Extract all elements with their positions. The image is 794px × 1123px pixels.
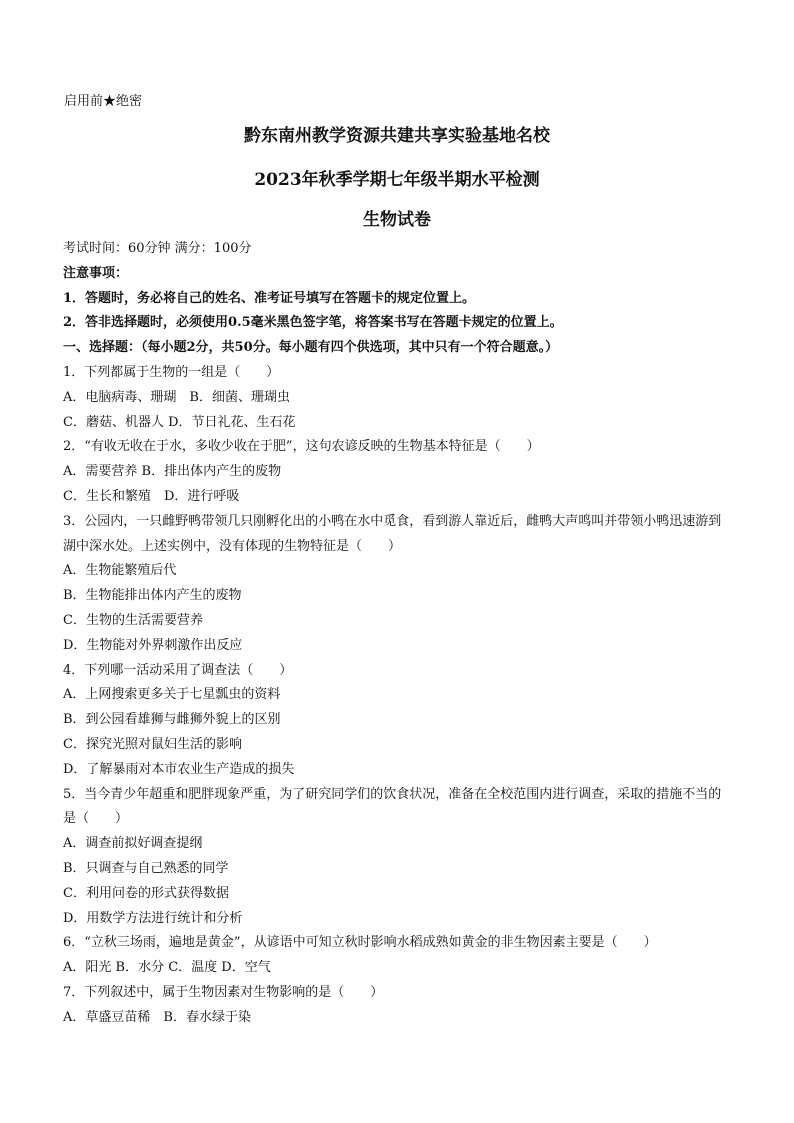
question-option: D．生物能对外界刺激作出反应 (63, 637, 243, 653)
question-option: A．电脑病毒、珊瑚 B．细菌、珊瑚虫 (63, 389, 290, 405)
question-option: C．生长和繁殖 D．进行呼吸 (63, 488, 240, 504)
question-option: C．生物的生活需要营养 (63, 612, 203, 628)
question-stem: 4．下列哪一活动采用了调查法（ ） (63, 662, 293, 678)
secret-mark: 启用前★绝密 (64, 94, 143, 109)
question-option: C．探究光照对鼠妇生活的影响 (63, 736, 242, 752)
question-option: B．生物能排出体内产生的废物 (63, 588, 242, 604)
question-option: A．调查前拟好调查提纲 (63, 836, 203, 852)
question-stem: 5．当今青少年超重和肥胖现象严重，为了研究同学们的饮食状况，准备在全校范围内进行调查，采取的措施不当的是（ ） (63, 786, 722, 827)
question-stem: 7．下列叙述中，属于生物因素对生物影响的是（ ） (63, 984, 384, 1000)
note-item: 2．答非选择题时，必须使用0.5毫米黑色签字笔，将答案书写在答题卡规定的位置上。 (63, 315, 563, 331)
exam-body (63, 237, 733, 1031)
exam-title: 2023年秋季学期七年级半期水平检测 (254, 170, 540, 190)
question-option: D．了解暴雨对本市农业生产造成的损失 (63, 761, 295, 777)
question-option: B．只调查与自己熟悉的同学 (63, 860, 229, 876)
notes-heading: 注意事项： (63, 265, 129, 281)
question-stem: 3．公园内，一只雌野鸭带领几只刚孵化出的小鸭在水中觅食，看到游人靠近后，雌鸭大声鸣叫并带领小鸭迅速游到湖中深水处。上述实例中，没有体现的生物特征是（ ） (63, 513, 722, 554)
question-option: B．到公园看雄狮与雌狮外貌上的区别 (63, 712, 281, 728)
question-option: A．生物能繁殖后代 (63, 563, 177, 579)
exam-info: 考试时间：60分钟 满分：100分 (63, 241, 252, 256)
question-option: D．用数学方法进行统计和分析 (63, 910, 243, 926)
section-heading: 一、选择题：（每小题2分，共50分。每小题有四个供选项，其中只有一个符合题意。） (63, 340, 559, 356)
subject-title: 生物试卷 (363, 210, 431, 230)
question-stem: 2．“有收无收在于水，多收少收在于肥”，这句农谚反映的生物基本特征是（ ） (63, 439, 540, 455)
question-option: A．需要营养 B．排出体内产生的废物 (63, 464, 282, 480)
question-option: C．利用问卷的形式获得数据 (63, 885, 229, 901)
question-stem: 6．“立秋三场雨，遍地是黄金”，从谚语中可知立秋时影响水稻成熟如黄金的非生物因素主要是（ ） (63, 935, 657, 951)
question-option: A．草盛豆苗稀 B．春水绿于染 (63, 1009, 251, 1025)
question-stem: 1．下列都属于生物的一组是（ ） (63, 364, 280, 380)
question-option: A．阳光 B．水分 C．温度 D．空气 (63, 960, 271, 976)
question-option: C．蘑菇、机器人 D．节日礼花、生石花 (63, 414, 296, 430)
question-option: A．上网搜索更多关于七星瓢虫的资料 (63, 687, 281, 703)
school-title: 黔东南州教学资源共建共享实验基地名校 (244, 126, 550, 146)
note-item: 1．答题时，务必将自己的姓名、准考证号填写在答题卡的规定位置上。 (63, 290, 476, 306)
